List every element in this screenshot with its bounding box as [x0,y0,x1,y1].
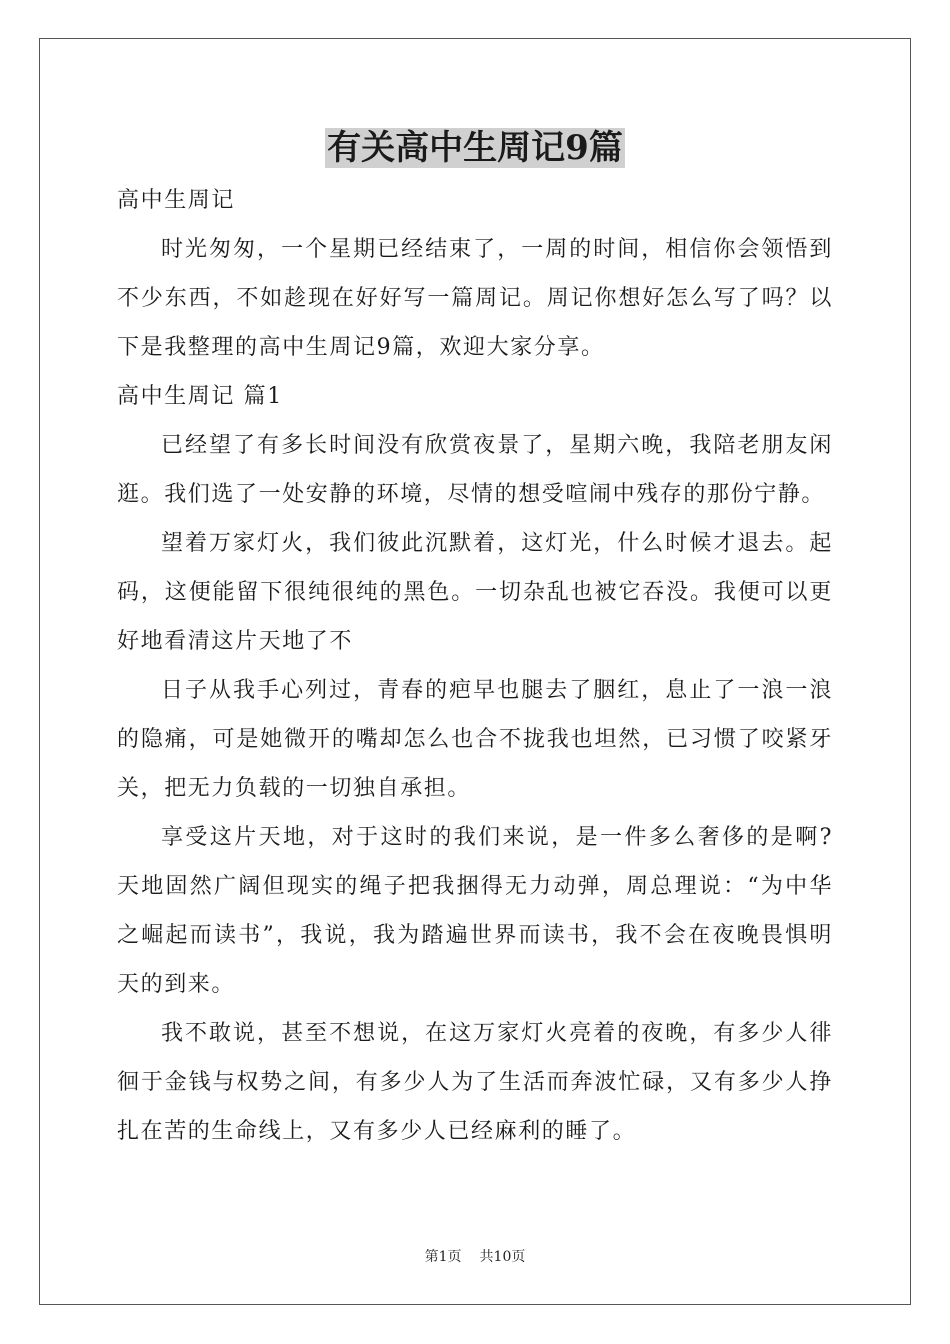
paragraph: 已经望了有多长时间没有欣赏夜景了，星期六晚，我陪老朋友闲逛。我们选了一处安静的环境，尽情的想受喧闹中残存的那份宁静。 [117,433,833,507]
page-total: 共10页 [479,1249,526,1265]
paragraph: 我不敢说，甚至不想说，在这万家灯火亮着的夜晚，有多少人徘徊于金钱与权势之间，有多少人为了生活而奔波忙碌，又有多少人挣扎在苦的生命线上，又有多少人已经麻利的睡了。 [117,1021,833,1144]
paragraph: 享受这片天地，对于这时的我们来说，是一件多么奢侈的是啊?天地固然广阔但现实的绳子把我捆得无力动弹，周总理说：“为中华之崛起而读书”，我说，我为踏遍世界而读书，我不会在夜晚畏惧明天的到来。 [117,825,833,997]
page-number: 第1页 [424,1249,462,1265]
paragraph: 望着万家灯火，我们彼此沉默着，这灯光，什么时候才退去。起码，这便能留下很纯很纯的黑色。一切杂乱也被它吞没。我便可以更好地看清这片天地了不 [117,531,833,654]
subheading-intro: 高中生周记 [117,188,236,213]
subheading-part-1: 高中生周记 篇1 [117,384,283,409]
document-title [0,126,950,170]
paragraph: 日子从我手心列过，青春的疤早也腿去了胭红，息止了一浪一浪的隐痛，可是她微开的嘴却怎么也合不拢我也坦然，已习惯了咬紧牙关，把无力负载的一切独自承担。 [117,678,833,801]
document-title-text: 有关高中生周记9篇 [327,128,623,168]
paragraph-intro: 时光匆匆，一个星期已经结束了，一周的时间，相信你会领悟到不少东西，不如趁现在好好写一篇周记。周记你想好怎么写了吗？以下是我整理的高中生周记9篇，欢迎大家分享。 [117,237,833,360]
page-footer [0,1247,950,1267]
document-body [117,176,833,1156]
